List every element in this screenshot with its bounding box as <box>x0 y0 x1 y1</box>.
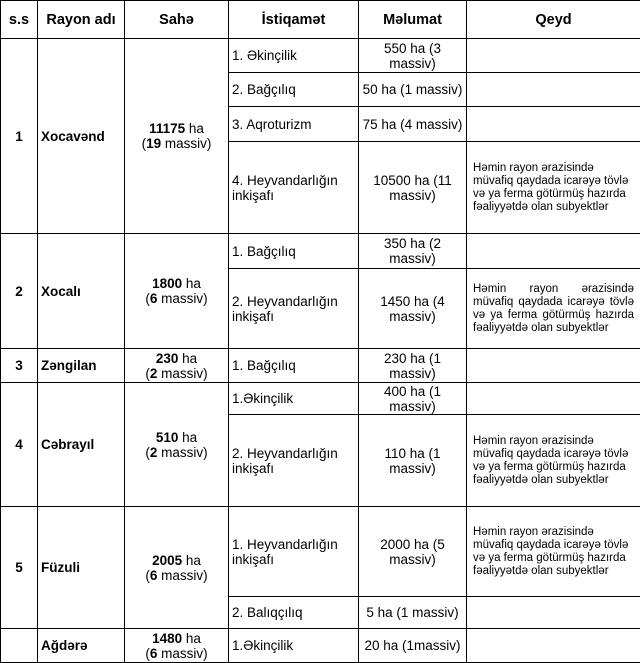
area-unit: ha <box>185 121 204 136</box>
direction-cell: 2. Heyvandarlığın inkişafı <box>229 415 359 507</box>
massiv-text: massiv <box>157 645 204 661</box>
area-cell: 1800 ha (6 massiv) <box>125 234 229 349</box>
area-number: 11175 <box>149 121 186 136</box>
table-row <box>1 629 640 663</box>
note-cell: Həmin rayon ərazisində müvafiq qaydada icarəyə tövlə və ya ferma götürmüş hazırda fəaliyyətdə olan subyektlər <box>467 507 640 597</box>
direction-cell: 3. Aqroturizm <box>229 107 359 142</box>
header-area: Sahə <box>125 1 229 39</box>
direction-cell: 2. Heyvandarlığın inkişafı <box>229 269 359 349</box>
table-row <box>1 349 640 383</box>
note-cell: Həmin rayon ərazisində müvafiq qaydada icarəyə tövlə və ya ferma götürmüş hazırda fəaliyyətdə olan subyektlər <box>467 415 640 507</box>
area-unit: ha <box>182 276 201 291</box>
area-number: 230 <box>155 350 179 366</box>
massiv-number: 19 <box>146 136 162 151</box>
info-cell: 5 ha (1 massiv) <box>359 597 467 629</box>
area-cell: 1480 ha (6 massiv) <box>125 629 229 663</box>
row-number: 2 <box>1 234 38 349</box>
table-row <box>1 234 640 269</box>
header-rayon: Rayon adı <box>38 1 125 39</box>
info-cell: 550 ha (3 massiv) <box>359 39 467 73</box>
rayon-name: Ağdərə <box>38 629 125 663</box>
row-number: 3 <box>1 349 38 383</box>
table-row <box>1 39 640 73</box>
note-cell <box>467 234 640 269</box>
direction-cell: 1. Əkinçilik <box>229 39 359 73</box>
massiv-number: 6 <box>149 645 158 661</box>
info-cell: 110 ha (1 massiv) <box>359 415 467 507</box>
header-ss: s.s <box>1 1 38 39</box>
info-cell: 350 ha (2 massiv) <box>359 234 467 269</box>
info-cell: 10500 ha (11 massiv) <box>359 142 467 234</box>
massiv-number: 2 <box>149 365 158 381</box>
area-unit: ha <box>182 552 201 568</box>
area-number: 510 <box>155 429 179 445</box>
direction-cell: 2. Bağçılıq <box>229 73 359 107</box>
area-number: 2005 <box>152 552 183 568</box>
direction-cell: 1. Heyvandarlığın inkişafı <box>229 507 359 597</box>
area-cell: 2005 ha (6 massiv) <box>125 507 229 629</box>
massiv-text: massiv <box>157 291 204 306</box>
info-cell: 20 ha (1massiv) <box>359 629 467 663</box>
area-unit: ha <box>178 429 198 445</box>
row-number: 4 <box>1 383 38 507</box>
note-cell <box>467 629 640 663</box>
info-cell: 230 ha (1 massiv) <box>359 349 467 383</box>
table-row <box>1 383 640 415</box>
row-number: 1 <box>1 39 38 234</box>
massiv-number: 2 <box>149 444 158 460</box>
row-number: 5 <box>1 507 38 629</box>
massiv-text: massiv <box>157 567 204 583</box>
massiv-number: 6 <box>149 567 158 583</box>
note-cell <box>467 107 640 142</box>
header-info: Məlumat <box>359 1 467 39</box>
direction-cell: 1.Əkinçilik <box>229 383 359 415</box>
massiv-text: massiv <box>157 444 204 460</box>
note-cell <box>467 349 640 383</box>
area-cell: 230 ha (2 massiv) <box>125 349 229 383</box>
note-cell <box>467 39 640 73</box>
rayon-name: Xocavənd <box>38 39 125 234</box>
header-note: Qeyd <box>467 1 640 39</box>
note-cell: Həmin rayon ərazisində müvafiq qaydada icarəyə tövlə və ya ferma götürmüş hazırda fəaliyyətdə olan subyektlər <box>467 269 640 349</box>
area-cell: 510 ha (2 massiv) <box>125 383 229 507</box>
direction-cell: 4. Heyvandarlığın inkişafı <box>229 142 359 234</box>
info-cell: 75 ha (4 massiv) <box>359 107 467 142</box>
rayon-name: Füzuli <box>38 507 125 629</box>
note-cell <box>467 383 640 415</box>
header-direction: İstiqamət <box>229 1 359 39</box>
area-cell: 11175 ha (19 massiv) <box>125 39 229 234</box>
note-cell <box>467 597 640 629</box>
area-number: 1480 <box>152 630 183 646</box>
direction-cell: 1. Bağçılıq <box>229 349 359 383</box>
area-unit: ha <box>178 350 198 366</box>
area-number: 1800 <box>152 276 183 291</box>
info-cell: 1450 ha (4 massiv) <box>359 269 467 349</box>
info-cell: 50 ha (1 massiv) <box>359 73 467 107</box>
note-cell <box>467 73 640 107</box>
massiv-text: massiv <box>157 365 204 381</box>
direction-cell: 2. Balıqçılıq <box>229 597 359 629</box>
rayon-name: Cəbrayıl <box>38 383 125 507</box>
area-unit: ha <box>182 630 201 646</box>
header-row <box>1 1 640 39</box>
note-cell: Həmin rayon ərazisində müvafiq qaydada icarəyə tövlə və ya ferma götürmüş hazırda fəaliyyətdə olan subyektlər <box>467 142 640 234</box>
rayon-name: Xocalı <box>38 234 125 349</box>
massiv-text: massiv <box>161 136 207 151</box>
info-cell: 400 ha (1 massiv) <box>359 383 467 415</box>
info-cell: 2000 ha (5 massiv) <box>359 507 467 597</box>
row-number <box>1 629 38 663</box>
massiv-number: 6 <box>149 291 158 306</box>
direction-cell: 1. Bağçılıq <box>229 234 359 269</box>
direction-cell: 1.Əkinçilik <box>229 629 359 663</box>
rayon-name: Zəngilan <box>38 349 125 383</box>
table-row <box>1 507 640 597</box>
